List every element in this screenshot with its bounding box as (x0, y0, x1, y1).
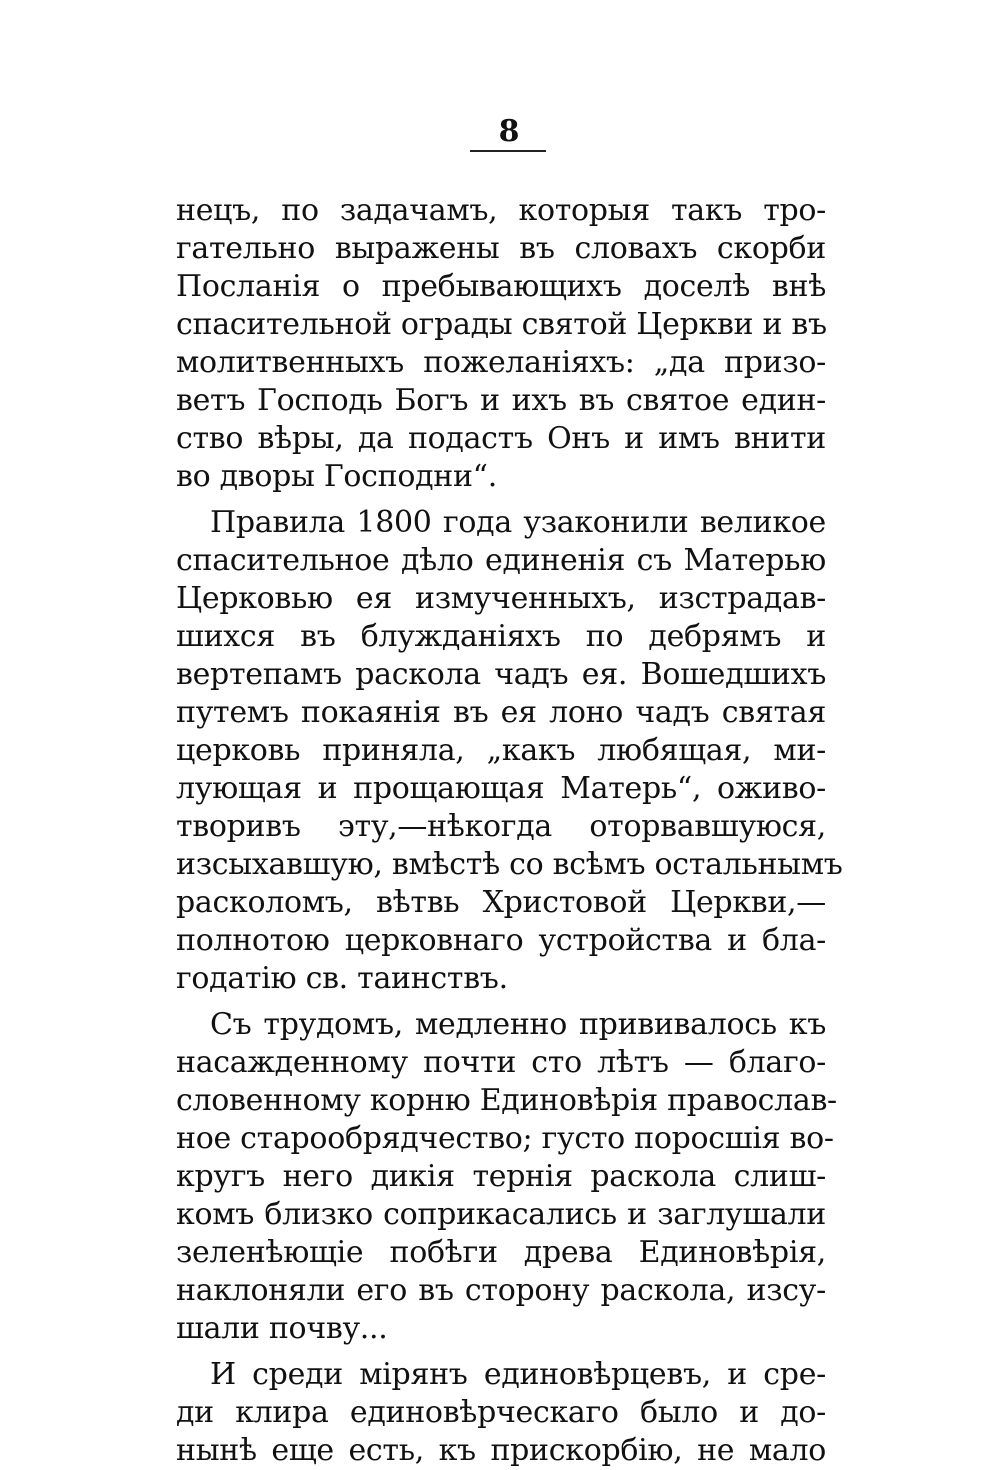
text-line: церковь приняла, „какъ любящая, ми- (176, 733, 826, 768)
text-line: молитвенныхъ пожеланіяхъ: „да призо- (176, 345, 826, 380)
paragraph-1 (176, 192, 826, 496)
text-line: изсыхавшую, вмѣстѣ со всѣмъ остальнымъ (176, 847, 843, 882)
text-line: Церковью ея измученныхъ, изстрадав- (176, 581, 826, 616)
paragraph-4 (176, 1356, 826, 1470)
text-line: спасительное дѣло единенія съ Матерью (176, 543, 826, 578)
text-line: Правила 1800 года узаконили великое (210, 505, 826, 540)
text-line: шали почву... (176, 1311, 388, 1346)
text-line: комъ близко соприкасались и заглушали (176, 1197, 826, 1232)
text-line: вертепамъ раскола чадъ ея. Вошедшихъ (176, 657, 826, 692)
text-line: ди клира единовѣрческаго было и до- (176, 1395, 826, 1430)
text-line: путемъ покаянія въ ея лоно чадъ святая (176, 695, 826, 730)
text-line: кругъ него дикія тернія раскола слиш- (176, 1159, 826, 1194)
text-line: спасительной ограды святой Церкви и въ (176, 307, 827, 342)
text-line: И среди мірянъ единовѣрцевъ, и сре- (210, 1357, 826, 1392)
text-line: зеленѣющіе побѣги древа Единовѣрія, (176, 1235, 826, 1270)
page-number-rule (470, 150, 546, 152)
text-line: полнотою церковнаго устройства и бла- (176, 923, 826, 958)
body-text (176, 192, 843, 1470)
text-line: ное старообрядчество; густо поросшія во- (176, 1121, 834, 1156)
text-line: Съ трудомъ, медленно прививалось къ (210, 1007, 826, 1042)
text-line: годатію св. таинствъ. (176, 961, 508, 996)
text-line: творивъ эту,—нѣкогда оторвавшуюся, (176, 809, 826, 844)
text-line: нынѣ еще есть, къ прискорбію, не мало (176, 1433, 826, 1468)
text-line: во дворы Господни“. (176, 459, 497, 494)
text-line: шихся въ блужданіяхъ по дебрямъ и (176, 619, 826, 654)
text-line: словенному корню Единовѣрія православ- (176, 1083, 837, 1118)
paragraph-gap (176, 496, 826, 504)
text-line: ветъ Господь Богъ и ихъ въ святое един- (176, 383, 826, 418)
paragraph-2 (176, 504, 843, 998)
text-line: наклоняли его въ сторону раскола, изсу- (176, 1273, 826, 1308)
text-line: насажденному почти сто лѣтъ — благо- (176, 1045, 826, 1080)
text-line: нецъ, по задачамъ, которыя такъ тро- (176, 193, 826, 228)
text-line: расколомъ, вѣтвь Христовой Церкви,— (176, 885, 826, 920)
text-line: Посланія о пребывающихъ доселѣ внѣ (176, 269, 826, 304)
text-line: гательно выражены въ словахъ скорби (176, 231, 826, 266)
text-line: лующая и прощающая Матерь“, оживо- (176, 771, 826, 806)
paragraph-gap (176, 998, 826, 1006)
paragraph-3 (176, 1006, 837, 1348)
text-line: ство вѣры, да подастъ Онъ и имъ внити (176, 421, 826, 456)
paragraph-gap (176, 1348, 826, 1356)
page-number: 8 (498, 114, 520, 149)
